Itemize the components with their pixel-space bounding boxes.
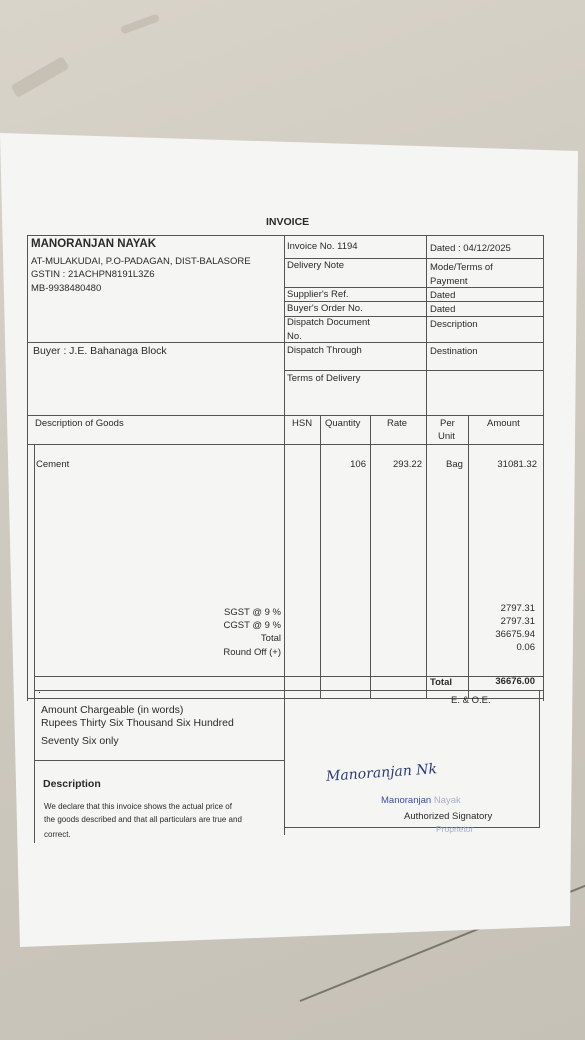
- dispatch-through: Dispatch Through: [287, 345, 362, 356]
- sgst-value: 2797.31: [500, 603, 535, 614]
- item-per: Bag: [446, 459, 463, 470]
- sgst-label: SGST @ 9 %: [224, 607, 281, 618]
- grid-line: [27, 415, 543, 416]
- frame-right: [543, 235, 544, 701]
- dated-2: Dated: [430, 290, 456, 301]
- grid-line: [320, 415, 321, 698]
- seller-address: AT-MULAKUDAI, P.O-PADAGAN, DIST-BALASORE: [31, 256, 251, 267]
- total-label: Total: [430, 677, 452, 688]
- dispatch-document-no: No.: [287, 331, 302, 342]
- stamp-name-faint: Nayak: [433, 795, 461, 806]
- eoe: E. & O.E.: [451, 695, 491, 706]
- payment-label: Payment: [430, 276, 468, 287]
- frame-top: [27, 235, 544, 236]
- grid-line: [34, 698, 35, 843]
- suppliers-ref: Supplier's Ref.: [287, 289, 349, 300]
- seller-gstin: GSTIN : 21ACHPN8191L3Z6: [31, 269, 155, 280]
- cgst-label: CGST @ 9 %: [223, 620, 281, 631]
- round-off-label: Round Off (+): [223, 647, 281, 658]
- declaration-line-2: the goods described and that all particulars are true and: [44, 815, 242, 824]
- dated-3: Dated: [430, 304, 456, 315]
- subtotal-value: 36675.94: [495, 629, 535, 640]
- grid-line: [34, 444, 35, 698]
- seller-name: MANORANJAN NAYAK: [31, 238, 157, 250]
- handwritten-signature: Manoranjan Nk: [325, 761, 438, 785]
- declaration-line-3: correct.: [44, 830, 71, 839]
- grid-line: [284, 287, 543, 288]
- frame-mid2: [426, 235, 427, 415]
- col-unit: Unit: [438, 431, 455, 442]
- col-rate: Rate: [387, 418, 408, 429]
- invoice-date: Dated : 04/12/2025: [430, 243, 511, 254]
- grid-line: [284, 827, 540, 828]
- frame-left: [27, 235, 28, 701]
- col-amount: Amount: [487, 418, 520, 429]
- destination: Destination: [430, 346, 478, 357]
- grid-line: [27, 444, 543, 445]
- stray-dot: .: [38, 684, 41, 696]
- buyer-name: Buyer : J.E. Bahanaga Block: [33, 345, 167, 357]
- grid-line: [284, 415, 285, 698]
- grid-line: [34, 690, 543, 691]
- item-description: Cement: [36, 459, 70, 470]
- proprietor-stamp: Proprietor: [436, 824, 474, 834]
- grid-line: [284, 370, 543, 371]
- cgst-value: 2797.31: [500, 616, 535, 627]
- description-label: Description: [430, 319, 478, 330]
- stamp-name: [381, 795, 461, 806]
- words-label: Amount Chargeable (in words): [41, 704, 184, 716]
- invoice-number: Invoice No. 1194: [287, 241, 358, 252]
- item-quantity: 106: [350, 459, 366, 470]
- grid-line: [284, 258, 543, 259]
- total-value: 36676.00: [495, 676, 535, 687]
- item-rate: 293.22: [392, 459, 422, 470]
- terms-of-delivery: Terms of Delivery: [287, 373, 361, 384]
- words-line-2: Seventy Six only: [41, 735, 119, 747]
- grid-line: [468, 415, 469, 698]
- col-hsn: HSN: [292, 418, 313, 429]
- wall-stain: [11, 56, 70, 98]
- declaration-line-1: We declare that this invoice shows the actual price of: [44, 802, 232, 811]
- subtotal-label: Total: [260, 633, 281, 644]
- col-per: Per: [440, 418, 455, 429]
- item-amount: 31081.32: [497, 459, 537, 470]
- stamp-name-text: Manoranjan: [381, 795, 432, 806]
- delivery-note: Delivery Note: [287, 260, 345, 271]
- wall-stain: [120, 13, 160, 34]
- invoice-title: INVOICE: [266, 216, 310, 228]
- mode-terms: Mode/Terms of: [430, 262, 493, 273]
- dispatch-document: Dispatch Document: [287, 317, 370, 328]
- declaration-label: Description: [43, 778, 101, 790]
- authorized-signatory: Authorized Signatory: [404, 811, 493, 822]
- grid-line: [34, 760, 284, 761]
- seller-mobile: MB-9938480480: [31, 283, 102, 294]
- grid-line: [34, 676, 543, 677]
- words-line-1: Rupees Thirty Six Thousand Six Hundred: [41, 717, 234, 729]
- round-off-value: 0.06: [516, 642, 535, 653]
- buyers-order: Buyer's Order No.: [287, 303, 363, 314]
- grid-line: [284, 698, 285, 835]
- grid-line: [539, 690, 540, 827]
- grid-line: [426, 415, 427, 698]
- grid-line: [284, 301, 543, 302]
- grid-line: [370, 415, 371, 698]
- frame-mid: [284, 235, 285, 415]
- col-quantity: Quantity: [325, 418, 361, 429]
- col-description: Description of Goods: [35, 418, 124, 429]
- grid-line: [27, 342, 543, 343]
